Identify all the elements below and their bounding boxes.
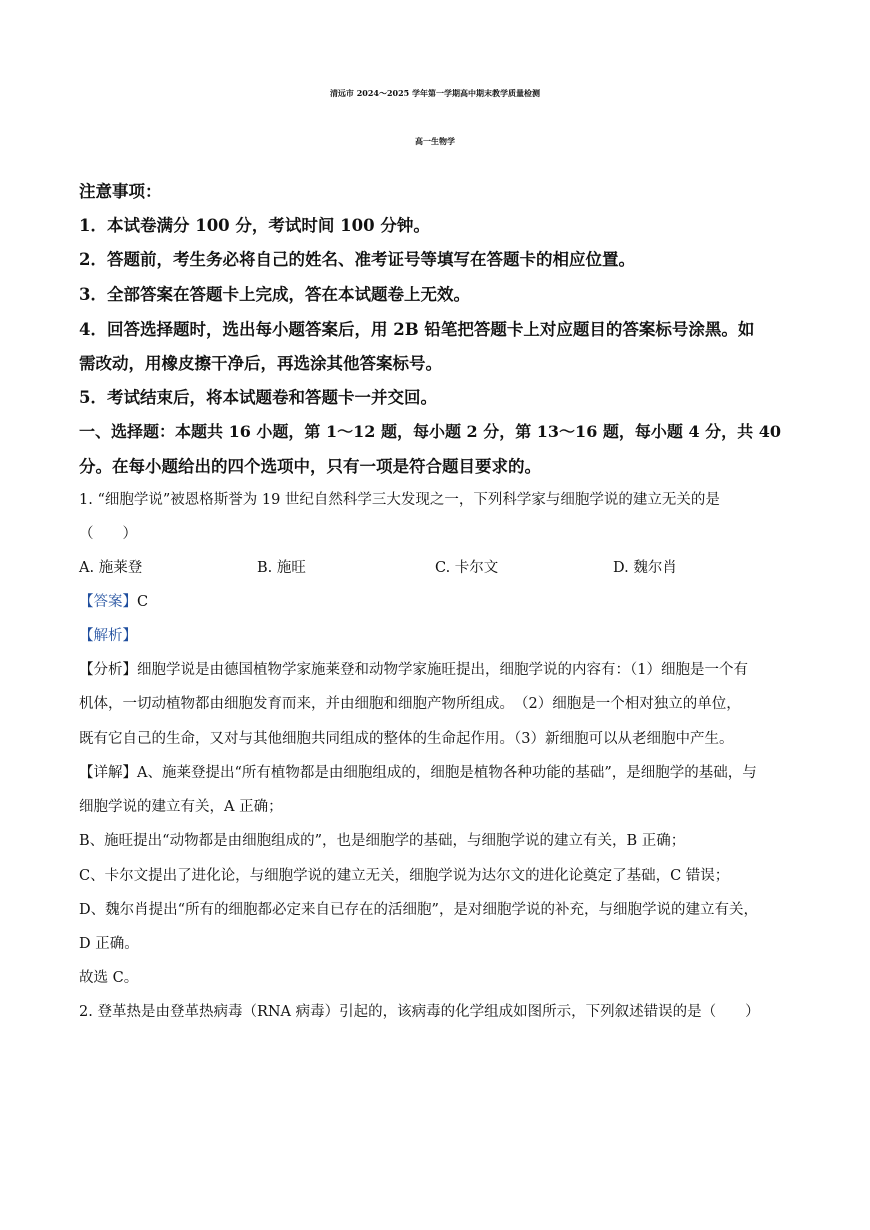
- q1-option-a: A. 施莱登: [79, 560, 143, 576]
- notice-item-1: 1．本试卷满分 100 分，考试时间 100 分钟。: [79, 216, 430, 235]
- notice-item-4-line-1: 4．回答选择题时，选出每小题答案后，用 2B 铅笔把答题卡上对应题目的答案标号涂黑。如: [79, 320, 755, 339]
- analysis-tag: 【解析】: [79, 628, 137, 644]
- notice-item-2: 2．答题前，考生务必将自己的姓名、准考证号等填写在答题卡的相应位置。: [79, 250, 635, 269]
- fenxi-text-1: 细胞学说是由德国植物学家施莱登和动物学家施旺提出，细胞学说的内容有：（1）细胞是一个有: [137, 662, 748, 678]
- xiangjie-text-1: A、施莱登提出“所有植物都是由细胞组成的，细胞是植物各种功能的基础”，是细胞学的基础，与: [137, 765, 757, 781]
- fenxi-tag: 【分析】: [79, 662, 137, 678]
- xiangjie-line-5: D、魏尔肖提出“所有的细胞都必定来自已存在的活细胞”，是对细胞学说的补充，与细胞学说的建立有关，: [79, 902, 758, 918]
- q1-stem-line-2: （ ）: [79, 526, 137, 542]
- xiangjie-line-2: 细胞学说的建立有关，A 正确；: [79, 799, 283, 815]
- q1-answer-row: [79, 590, 799, 611]
- section-1-line-2: 分。在每小题给出的四个选项中，只有一项是符合题目要求的。: [79, 457, 541, 476]
- xiangjie-line-6: D 正确。: [79, 936, 139, 952]
- notice-item-5: 5．考试结束后，将本试题卷和答题卡一并交回。: [79, 388, 437, 407]
- fenxi-line-3: 既有它自己的生命，又对与其他细胞共同组成的整体的生命起作用。（3）新细胞可以从老细胞中产生。: [79, 731, 734, 747]
- q1-option-c: C. 卡尔文: [435, 560, 499, 576]
- q1-stem-line-1: 1. “细胞学说”被恩格斯誉为 19 世纪自然科学三大发现之一，下列科学家与细胞学说的建立无关的是: [79, 492, 720, 508]
- section-1-line-1: 一、选择题：本题共 16 小题，第 1～12 题，每小题 2 分，第 13～16 题，每小题 4 分，共 40: [79, 422, 782, 441]
- notice-item-3: 3．全部答案在答题卡上完成，答在本试题卷上无效。: [79, 285, 470, 304]
- notice-heading: 注意事项：: [79, 182, 162, 201]
- page-subtitle: 高一生物学: [415, 136, 455, 146]
- q1-option-d: D. 魏尔肖: [613, 560, 677, 576]
- q1-option-b: B. 施旺: [257, 560, 306, 576]
- xiangjie-tag: 【详解】: [79, 765, 137, 781]
- xiangjie-line-3: B、施旺提出“动物都是由细胞组成的”，也是细胞学的基础，与细胞学说的建立有关，B 正确；: [79, 833, 686, 849]
- answer-value: C: [137, 594, 149, 610]
- page-title: 清远市 2024～2025 学年第一学期高中期末教学质量检测: [329, 88, 541, 98]
- xiangjie-line-4: C、卡尔文提出了进化论，与细胞学说的建立无关，细胞学说为达尔文的进化论奠定了基础，C 错误；: [79, 868, 730, 884]
- fenxi-line-1: [79, 658, 799, 679]
- fenxi-line-2: 机体，一切动植物都由细胞发育而来，并由细胞和细胞产物所组成。 （2）细胞是一个相对独立的单位，: [79, 696, 741, 712]
- q1-conclusion: 故选 C。: [79, 970, 139, 986]
- q2-stem: 2. 登革热是由登革热病毒（RNA 病毒）引起的，该病毒的化学组成如图所示，下列叙述错误的是（ ）: [79, 1004, 760, 1020]
- xiangjie-line-1: [79, 761, 799, 782]
- answer-tag: 【答案】: [79, 594, 137, 610]
- notice-item-4-line-2: 需改动，用橡皮擦干净后，再选涂其他答案标号。: [79, 354, 442, 373]
